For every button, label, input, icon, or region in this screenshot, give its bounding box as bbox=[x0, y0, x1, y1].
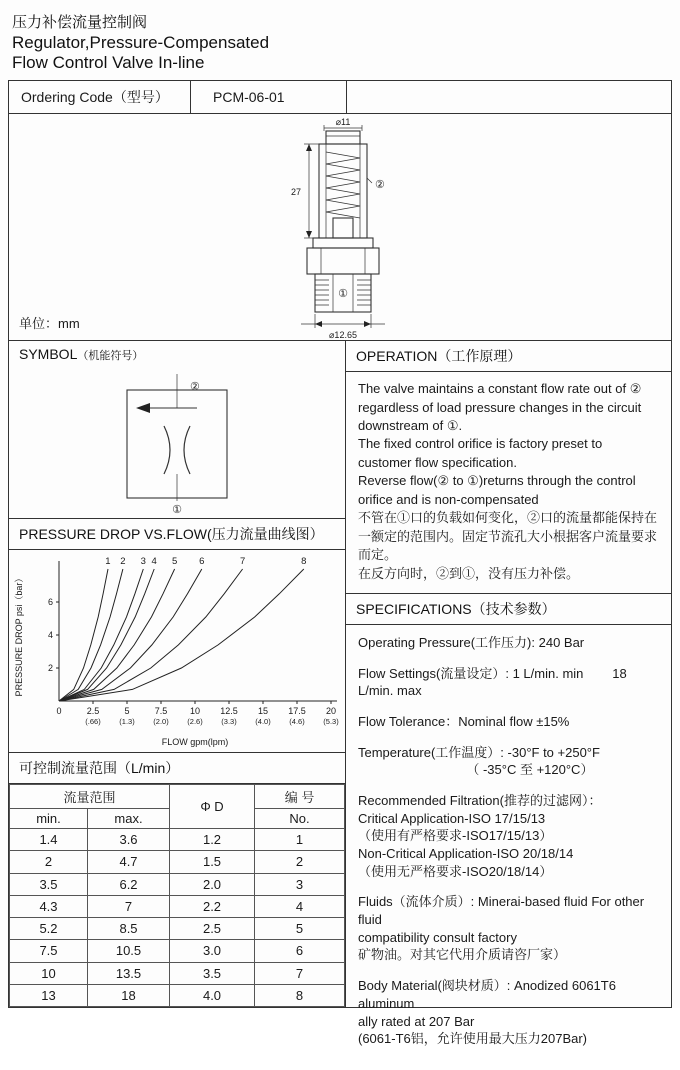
dim-height: 27 bbox=[290, 187, 302, 198]
spec-line: Fluids（流体介质）: Minerai-based fluid For other fluid bbox=[358, 894, 648, 928]
flow-curve-8 bbox=[59, 569, 304, 701]
y-tick-label: 6 bbox=[47, 597, 53, 608]
flow-table-body bbox=[10, 829, 345, 1007]
operation-paragraph: 不管在①口的负载如何变化，②口的流量都能保持在一额定的范围内。固定节流孔大小根据客户流量要求而定。 bbox=[358, 510, 658, 563]
flow-table-cell: 3.5 bbox=[170, 962, 255, 984]
spec-line: Flow Tolerance：Nominal flow ±15% bbox=[358, 714, 570, 730]
curve-label-7: 7 bbox=[239, 556, 246, 568]
flow-table-row bbox=[10, 918, 345, 940]
curve-label-3: 3 bbox=[140, 556, 146, 568]
flow-table-cell: 7.5 bbox=[10, 940, 88, 962]
flow-table-cell: 5 bbox=[255, 918, 345, 940]
valve-drawing-section bbox=[9, 114, 671, 341]
orifice-curve-left bbox=[164, 426, 170, 474]
flow-table-cell: 6.2 bbox=[88, 873, 170, 895]
x-tick-label: 0 bbox=[56, 706, 62, 717]
spec-line: Body Material(阀块材质）: Anodized 6061T6 aluminum bbox=[358, 978, 620, 1011]
flow-table-row bbox=[10, 829, 345, 851]
spec-group bbox=[358, 744, 659, 779]
port-2-label: ② bbox=[375, 179, 385, 192]
spec-line: （使用有严格要求-ISO17/15/13） bbox=[358, 828, 553, 844]
y-tick-label: 4 bbox=[47, 630, 53, 641]
th-min: min. bbox=[10, 809, 88, 829]
flow-table-cell: 10.5 bbox=[88, 940, 170, 962]
ordering-code-label: Ordering Code（型号） bbox=[9, 81, 191, 113]
spec-group bbox=[358, 893, 659, 964]
operation-body bbox=[346, 372, 671, 594]
spec-group bbox=[358, 713, 659, 731]
flow-curve-5 bbox=[59, 569, 175, 701]
operation-paragraph: 在反方向时，②到①，没有压力补偿。 bbox=[358, 565, 580, 581]
flow-table-row bbox=[10, 851, 345, 873]
valve-technical-drawing bbox=[225, 116, 455, 342]
spec-line: compatibility consult factory bbox=[358, 929, 517, 945]
th-no-zh: 编 号 bbox=[255, 785, 345, 809]
x-tick-sublabel: (2.0) bbox=[153, 717, 169, 727]
symbol-title-row bbox=[9, 341, 345, 368]
left-column bbox=[9, 341, 346, 1007]
ordering-row bbox=[9, 81, 671, 114]
x-tick-sublabel: (1.3) bbox=[119, 717, 135, 727]
y-tick-label: 2 bbox=[47, 663, 53, 674]
spec-line: (6061-T6铝，允许使用最大压力207Bar) bbox=[358, 1031, 587, 1047]
flow-table-cell: 4 bbox=[255, 895, 345, 917]
x-tick-label: 20 bbox=[325, 706, 337, 717]
main-columns bbox=[9, 341, 671, 1047]
right-column bbox=[346, 341, 671, 1047]
dim-top-diameter: ⌀11 bbox=[335, 117, 351, 128]
orifice-curve-right bbox=[184, 426, 190, 474]
flow-table-row bbox=[10, 895, 345, 917]
flow-table-cell: 3.6 bbox=[88, 829, 170, 851]
flow-range-title: 可控制流量范围（L/min） bbox=[9, 753, 345, 784]
flow-table-cell: 1.5 bbox=[170, 851, 255, 873]
flow-table-cell: 3 bbox=[255, 873, 345, 895]
x-tick-sublabel: (4.6) bbox=[289, 717, 305, 727]
x-tick-sublabel: (5.3) bbox=[323, 717, 339, 727]
spec-line: ally rated at 207 Bar bbox=[358, 1013, 475, 1029]
spec-line: （使用无严格要求-ISO20/18/14） bbox=[358, 863, 553, 879]
flow-table-cell: 8 bbox=[255, 984, 345, 1006]
spec-group bbox=[358, 792, 659, 880]
flow-table-row bbox=[10, 962, 345, 984]
symbol-port-1: ① bbox=[172, 504, 182, 517]
flow-table-cell: 8.5 bbox=[88, 918, 170, 940]
dim-bottom-diameter: ⌀12.65 bbox=[329, 330, 357, 341]
curve-label-8: 8 bbox=[301, 556, 307, 568]
flow-table-cell: 3.5 bbox=[10, 873, 88, 895]
x-tick-label: 10 bbox=[189, 706, 201, 717]
flow-curve-6 bbox=[59, 569, 202, 701]
x-tick-label: 12.5 bbox=[220, 706, 238, 717]
spec-group bbox=[358, 634, 659, 652]
curve-label-4: 4 bbox=[151, 556, 157, 568]
x-tick-sublabel: (3.3) bbox=[221, 717, 237, 727]
flow-table-cell: 4.3 bbox=[10, 895, 88, 917]
page-title-zh: 压力补偿流量控制阀 bbox=[12, 14, 148, 31]
flow-table-cell: 4.7 bbox=[88, 851, 170, 873]
flow-table-cell: 2.2 bbox=[170, 895, 255, 917]
hydraulic-symbol bbox=[72, 368, 282, 516]
x-tick-sublabel: (.66) bbox=[85, 717, 101, 727]
flow-table-cell: 13.5 bbox=[88, 962, 170, 984]
flow-table-cell: 1.2 bbox=[170, 829, 255, 851]
symbol-section bbox=[9, 341, 345, 519]
th-no: No. bbox=[255, 809, 345, 829]
flow-table-cell: 18 bbox=[88, 984, 170, 1006]
spec-line: Temperature(工作温度）: -30°F to +250°F bbox=[358, 744, 600, 760]
operation-paragraph: Reverse flow(② to ①)returns through the control orifice and is non-compensated bbox=[358, 473, 636, 507]
curve-label-6: 6 bbox=[199, 556, 205, 568]
flow-table-cell: 13 bbox=[10, 984, 88, 1006]
flow-table-cell: 1 bbox=[255, 829, 345, 851]
pressure-flow-chart bbox=[11, 553, 343, 751]
flow-curve-3 bbox=[59, 569, 143, 701]
flow-table-cell: 4.0 bbox=[170, 984, 255, 1006]
x-tick-label: 7.5 bbox=[154, 706, 168, 717]
specifications-title: SPECIFICATIONS（技术参数） bbox=[346, 594, 671, 625]
x-axis-label: FLOW gpm(lpm) bbox=[161, 737, 229, 748]
th-diameter: Φ D bbox=[170, 785, 255, 829]
chart-section bbox=[9, 550, 345, 753]
y-axis-label: PRESSURE DROP psi（bar） bbox=[14, 573, 24, 697]
flow-table-row bbox=[10, 940, 345, 962]
chart-title: PRESSURE DROP VS.FLOW(压力流量曲线图） bbox=[9, 519, 345, 550]
symbol-port-2: ② bbox=[190, 381, 200, 394]
flow-table-cell: 2 bbox=[255, 851, 345, 873]
x-tick-sublabel: (2.6) bbox=[187, 717, 203, 727]
x-tick-label: 5 bbox=[124, 706, 130, 717]
spec-line: Critical Application-ISO 17/15/13 bbox=[358, 810, 546, 826]
flow-table-cell: 3.0 bbox=[170, 940, 255, 962]
x-tick-label: 15 bbox=[257, 706, 269, 717]
spec-group bbox=[358, 665, 659, 700]
x-tick-sublabel: (4.0) bbox=[255, 717, 271, 727]
operation-paragraph: The fixed control orifice is factory preset to customer flow specification. bbox=[358, 436, 603, 470]
operation-paragraph: The valve maintains a constant flow rate out of ② regardless of load pressure changes in the circuit downstream of ①. bbox=[358, 381, 642, 433]
flow-table-cell: 10 bbox=[10, 962, 88, 984]
flow-arrow-icon bbox=[136, 403, 150, 413]
spec-line: Recommended Filtration(推荐的过滤网）： bbox=[358, 793, 602, 809]
flow-table-cell: 6 bbox=[255, 940, 345, 962]
curve-label-2: 2 bbox=[120, 556, 126, 568]
title-block bbox=[8, 0, 672, 80]
flow-table-cell: 2 bbox=[10, 851, 88, 873]
content-frame bbox=[8, 80, 672, 1047]
port-1-label: ① bbox=[338, 288, 348, 301]
page-title-en-line1: Regulator,Pressure-Compensated bbox=[12, 33, 270, 52]
spec-group bbox=[358, 977, 659, 1048]
flow-table-cell: 2.5 bbox=[170, 918, 255, 940]
th-flow-range: 流量范围 bbox=[10, 785, 170, 809]
x-tick-label: 17.5 bbox=[288, 706, 306, 717]
spec-line: （ -35°C 至 +120°C） bbox=[358, 762, 594, 778]
x-tick-label: 2.5 bbox=[86, 706, 100, 717]
curve-label-1: 1 bbox=[105, 556, 111, 568]
flow-table-row bbox=[10, 873, 345, 895]
operation-title: OPERATION（工作原理） bbox=[346, 341, 671, 372]
curve-label-5: 5 bbox=[171, 556, 178, 568]
spec-line: Operating Pressure(工作压力): 240 Bar bbox=[358, 635, 585, 651]
specifications-body bbox=[346, 625, 671, 1070]
flow-table-cell: 7 bbox=[88, 895, 170, 917]
flow-table-cell: 1.4 bbox=[10, 829, 88, 851]
spec-line: 矿物油。对其它代用介质请咨厂家） bbox=[358, 947, 567, 963]
flow-table-cell: 7 bbox=[255, 962, 345, 984]
ordering-code-value: PCM-06-01 bbox=[191, 81, 347, 113]
flow-table-cell: 5.2 bbox=[10, 918, 88, 940]
spec-line: Flow Settings(流量设定）: 1 L/min. min 18 L/min. max bbox=[358, 665, 631, 699]
flow-table-cell: 2.0 bbox=[170, 873, 255, 895]
flow-table-row bbox=[10, 984, 345, 1006]
flow-range-table bbox=[9, 784, 345, 1007]
symbol-title: SYMBOL bbox=[19, 346, 78, 363]
symbol-title-zh: （机能符号） bbox=[77, 350, 144, 363]
spec-line: Non-Critical Application-ISO 20/18/14 bbox=[358, 846, 574, 862]
th-max: max. bbox=[88, 809, 170, 829]
flow-table-section bbox=[9, 784, 345, 1007]
unit-label: 单位：mm bbox=[19, 316, 80, 332]
page-title-en-line2: Flow Control Valve In-line bbox=[12, 53, 205, 73]
flow-table-header-row-1 bbox=[10, 785, 345, 809]
spring bbox=[326, 152, 360, 218]
